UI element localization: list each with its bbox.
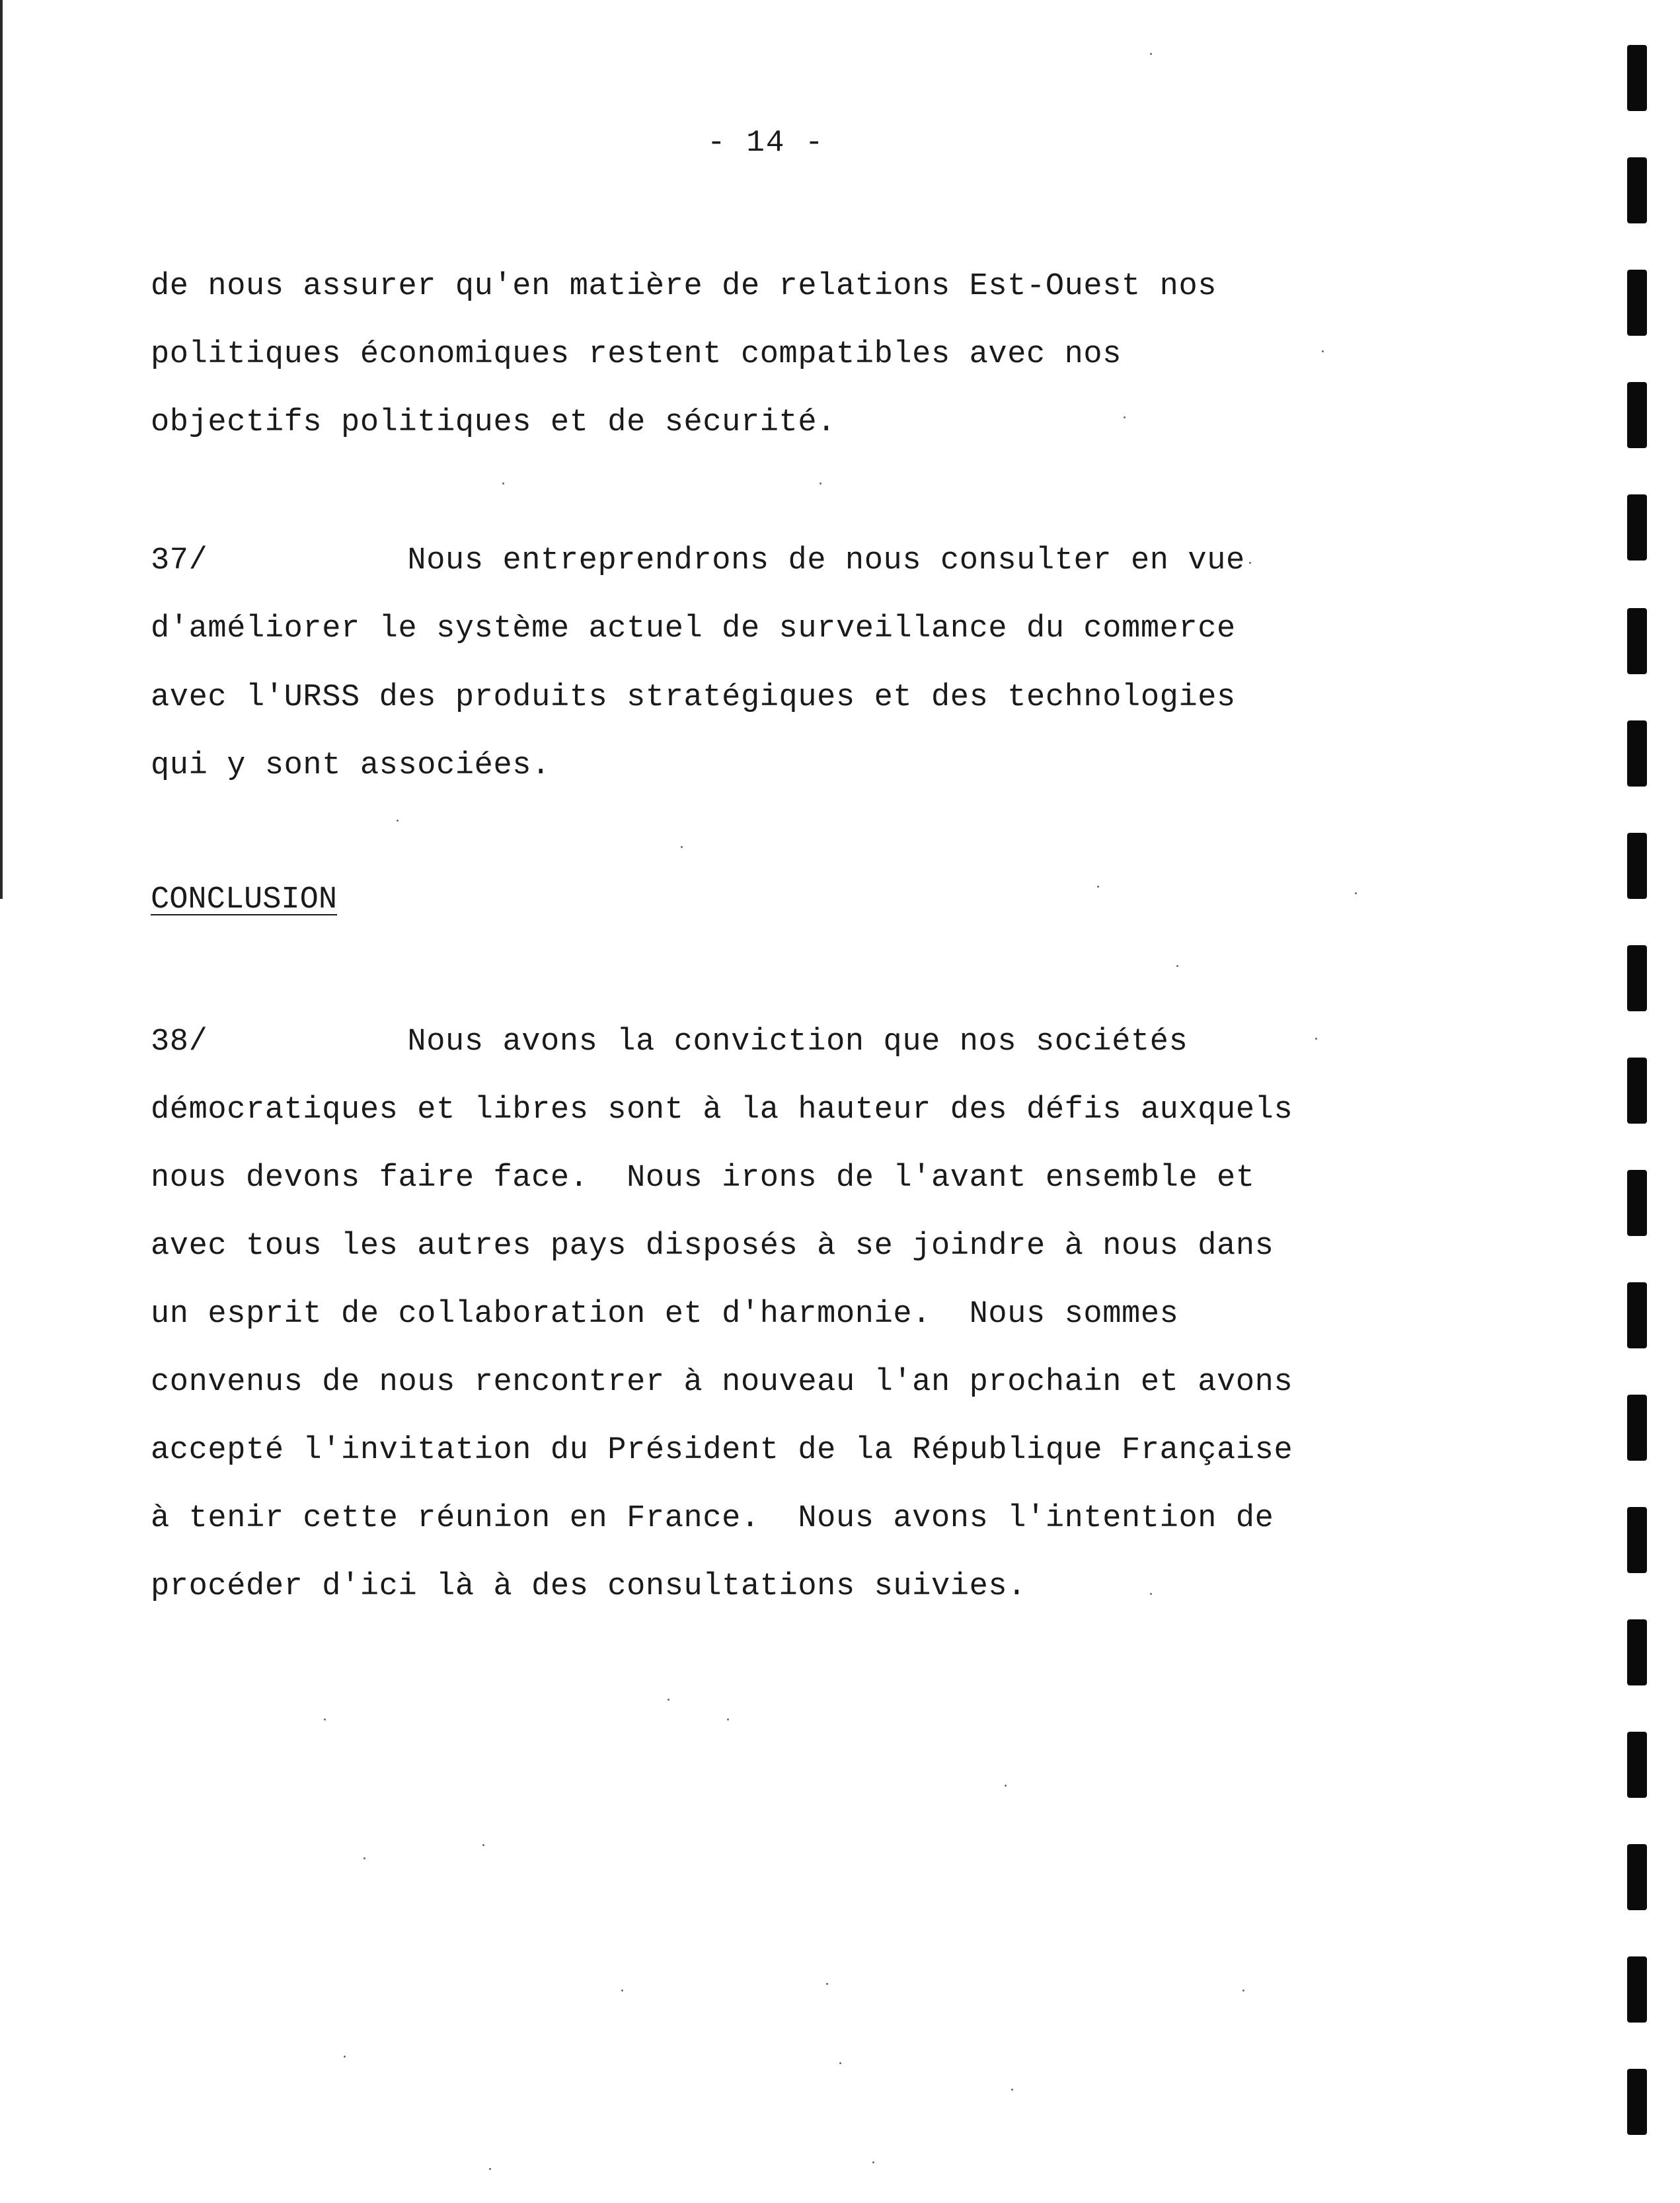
scan-speck <box>489 2168 491 2170</box>
paragraph-38-first-line <box>151 1026 1188 1058</box>
binding-mark <box>1627 1170 1647 1236</box>
binding-mark <box>1627 2069 1647 2135</box>
binding-mark <box>1627 1844 1647 1910</box>
scan-speck <box>482 1844 484 1846</box>
scan-speck <box>681 846 683 848</box>
scan-speck <box>1242 1990 1244 1991</box>
scan-edge <box>0 0 3 899</box>
binding-mark <box>1627 608 1647 674</box>
binding-mark <box>1627 45 1647 111</box>
scan-speck <box>1355 892 1357 894</box>
paragraph-number: 38/ <box>151 1024 208 1060</box>
scan-speck <box>621 1990 623 1991</box>
binding-mark <box>1627 1282 1647 1348</box>
scan-speck <box>1150 53 1152 55</box>
page-number: - 14 - <box>707 126 825 160</box>
binding-mark <box>1627 1395 1647 1461</box>
scan-speck <box>1315 1038 1317 1040</box>
scan-speck <box>727 1719 729 1720</box>
scan-speck <box>1249 562 1251 564</box>
scan-speck <box>1322 350 1324 352</box>
binding-mark <box>1627 1732 1647 1798</box>
scan-speck <box>1124 416 1126 418</box>
paragraph-line: à tenir cette réunion en France. Nous avons l'intention de <box>151 1501 1274 1536</box>
scan-speck <box>502 483 504 484</box>
binding-mark <box>1627 382 1647 448</box>
scan-speck <box>1011 2089 1013 2091</box>
paragraph-line: convenus de nous rencontrer à nouveau l'an prochain et avons <box>151 1365 1293 1400</box>
section-heading: CONCLUSION <box>151 882 338 917</box>
binding-mark <box>1627 833 1647 899</box>
scan-speck <box>668 1699 669 1701</box>
binding-mark <box>1627 945 1647 1011</box>
scan-speck <box>1150 1593 1152 1595</box>
paragraph-line: d'améliorer le système actuel de surveillance du commerce <box>151 611 1236 646</box>
paragraph-line: avec tous les autres pays disposés à se joindre à nous dans <box>151 1229 1274 1264</box>
binding-mark <box>1627 1619 1647 1685</box>
binding-mark <box>1627 157 1647 223</box>
binding-mark <box>1627 1058 1647 1124</box>
binding-mark <box>1627 494 1647 560</box>
scan-speck <box>839 2062 841 2064</box>
paragraph-line: Nous entreprendrons de nous consulter en vue <box>407 543 1245 578</box>
paragraph-line: avec l'URSS des produits stratégiques et des technologies <box>151 680 1236 715</box>
paragraph-line: de nous assurer qu'en matière de relations Est-Ouest nos <box>151 269 1217 304</box>
scan-speck <box>1176 965 1178 967</box>
scan-speck <box>397 820 399 822</box>
binding-mark <box>1627 1507 1647 1573</box>
binding-mark <box>1627 1956 1647 2023</box>
scan-speck <box>872 2161 874 2163</box>
paragraph-line: nous devons faire face. Nous irons de l'avant ensemble et <box>151 1161 1255 1196</box>
paragraph-line: procéder d'ici là à des consultations suivies. <box>151 1569 1027 1604</box>
scan-speck <box>1097 886 1099 888</box>
paragraph-line: Nous avons la conviction que nos sociétés <box>407 1024 1188 1060</box>
paragraph-line: qui y sont associées. <box>151 748 551 783</box>
paragraph-line: objectifs politiques et de sécurité. <box>151 405 836 440</box>
paragraph-line: un esprit de collaboration et d'harmonie. Nous sommes <box>151 1297 1179 1332</box>
scan-speck <box>1005 1785 1007 1787</box>
scan-speck <box>820 483 821 484</box>
scan-speck <box>363 1857 365 1859</box>
scan-speck <box>344 2056 346 2058</box>
binding-mark <box>1627 720 1647 787</box>
paragraph-line: accepté l'invitation du Président de la République Française <box>151 1433 1293 1468</box>
paragraph-line: politiques économiques restent compatibles avec nos <box>151 337 1122 372</box>
paragraph-line: démocratiques et libres sont à la hauteur des défis auxquels <box>151 1093 1293 1128</box>
scan-speck <box>826 1983 828 1985</box>
scan-speck <box>324 1719 326 1720</box>
paragraph-37-first-line <box>151 545 1245 576</box>
binding-mark <box>1627 270 1647 336</box>
paragraph-number: 37/ <box>151 543 208 578</box>
